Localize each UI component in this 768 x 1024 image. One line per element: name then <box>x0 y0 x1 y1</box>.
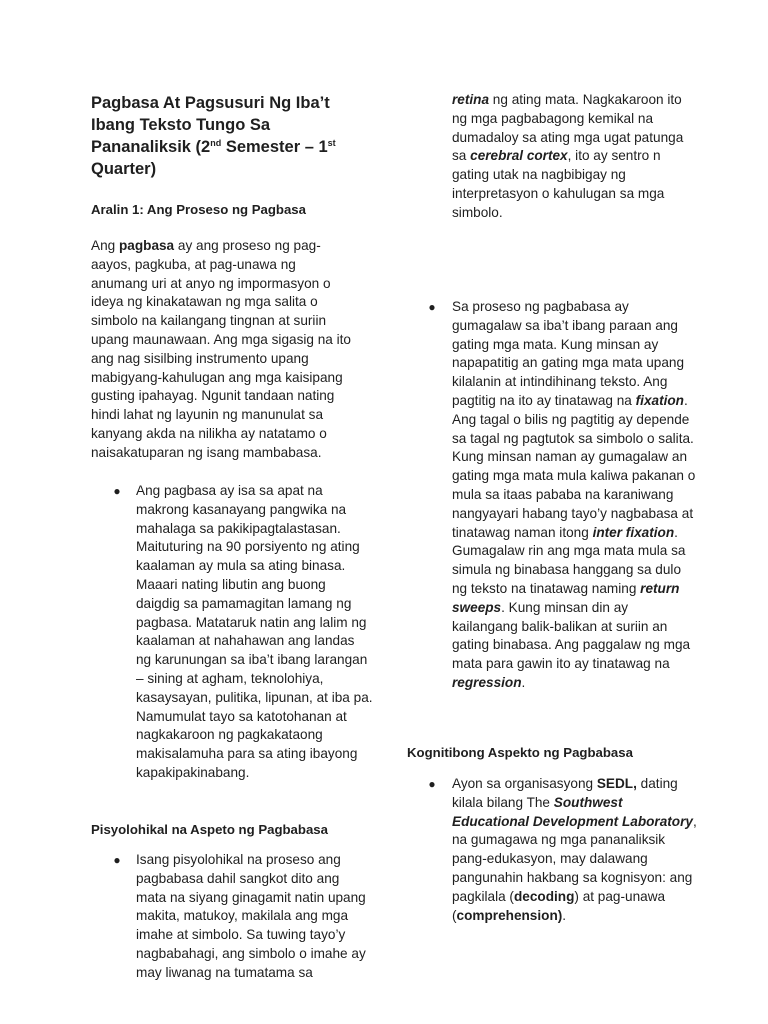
bullet-text <box>452 298 697 693</box>
list-item <box>407 298 697 693</box>
keyword-inter-fixation: inter fixation <box>592 524 675 540</box>
keyword-regression: regression <box>452 674 522 690</box>
kognitibo-heading: Kognitibong Aspekto ng Pagbabasa <box>407 745 633 760</box>
bullet-icon: ● <box>428 777 436 791</box>
bullet-text-part-3: , ito ay sentro n gating utak na nagbibigay ng interpretasyon o kahulugan sa mga simbolo. <box>452 148 665 220</box>
list-item-continued <box>407 91 697 223</box>
keyword-fixation: fixation <box>635 392 684 408</box>
list-item <box>91 851 373 983</box>
bullet-text-part-4: ) at pag-unawa ( <box>452 888 666 923</box>
keyword-pagbasa: pagbasa <box>118 238 175 253</box>
list-item <box>91 482 373 783</box>
intro-paragraph <box>91 237 355 463</box>
bullet-text-part-5: . <box>521 674 526 690</box>
bullet-text-part-5: . <box>562 907 567 923</box>
title-superscript-nd: nd <box>210 138 222 148</box>
title-text: Pagbasa At Pagsusuri Ng Iba’t Ibang Teksto Tungo Sa Pananaliksik (2 <box>91 94 330 156</box>
bullet-text-part-3: . Gumagalaw rin ang mga mata mula sa simula ng binabasa hanggang sa dulo ng teksto na tinatawag naming <box>452 524 686 596</box>
title-text-quarter: Quarter) <box>91 160 157 178</box>
bullet-text-part-1: Sa proseso ng pagbabasa ay gumagalaw sa iba’t ibang paraan ang gating mga mata. Kung minsan ay napapatitig an gating mga mata upang kilalanin at intindihinang teksto. Ang pagtitig na ito ay tinatawag na <box>452 299 685 408</box>
keyword-southwest-lab: Southwest Educational Development Laboratory <box>452 794 693 829</box>
keyword-comprehension: comprehension) <box>456 907 563 923</box>
pisyolohikal-heading: Pisyolohikal na Aspeto ng Pagbabasa <box>91 822 328 837</box>
keyword-cerebral-cortex: cerebral cortex <box>470 148 568 164</box>
bullet-text-part-2: dating kilala bilang The <box>452 776 678 810</box>
bullet-icon: ● <box>428 300 436 314</box>
keyword-sedl: SEDL, <box>596 776 637 791</box>
bullet-icon: ● <box>113 853 121 867</box>
intro-text-2: ay ang proseso ng pag-aayos, pagkuba, at pag-unawa ng anumang uri at anyo ng impormasyon o ideya ng kinakatawan ng mga salita o simbolo na kailangang tingnan at suriin upang maunawaan. Ang mga sigasig na ito ang nag sisilbing instrumento upang mabigyang-kahulugan ang mga kaisipang gusting ipahayag. Ngunit tandaan nating hindi lahat ng layunin ng manunulat sa kanyang akda na nilikha ay natatamo o naisakatuparan ng isang mambabasa. <box>91 238 351 460</box>
keyword-return-sweeps: return sweeps <box>452 580 680 615</box>
title-text-semester: Semester – 1 <box>221 138 328 156</box>
bullet-text-part-1: Ayon sa organisasyong <box>452 776 597 791</box>
keyword-retina: retina <box>452 92 490 107</box>
bullet-text-continued <box>452 91 697 223</box>
keyword-decoding: decoding <box>513 888 575 904</box>
document-title <box>91 92 373 180</box>
list-item <box>407 775 697 925</box>
intro-text-1: Ang <box>91 238 119 253</box>
bullet-icon: ● <box>113 484 121 498</box>
bullet-text-part-1: Isang pisyolohikal na proseso ang pagbabasa dahil sangkot dito ang mata na siyang ginagamit natin upang makita, matukoy, makilala ang mga imahe at simbolo. Sa tuwing tayo’y nagbabahagi, ang simbolo o imahe ay may liwanag na tumatama sa <box>136 852 366 980</box>
bullet-text-part-2: ng ating mata. Nagkakaroon ito ng mga pagbabagong kemikal na dumadaloy sa ating mga ugat patunga sa <box>452 92 684 164</box>
bullet-text: Ang pagbasa ay isa sa apat na makrong kasanayang pangwika na mahalaga sa pakikipagtalastasan. Maituturing na 90 porsiyento ng ating kaalaman ay mula sa ating binasa. Maaari nating libutin ang buong daigdig sa pamamagitan lamang ng pagbasa. Matataruk natin ang lalim ng kaalaman at nahahawan ang landas ng karunungan sa iba’t ibang larangan – sining at agham, teknolohiya, kasaysayan, pulitika, lipunan, at iba pa. Namumulat tayo sa katotohanan at nagkakaroon ng pagkakataong makisalamuha para sa ating ibayong kapakipakinabang. <box>136 483 373 780</box>
bullet-text-part-3: , na gumagawa ng mga pananaliksik pang-edukasyon, may dalawang pangunahin hakbang sa kognisyon: ang pagkilala ( <box>452 813 697 904</box>
bullet-text <box>452 775 697 925</box>
title-superscript-st: st <box>327 138 336 148</box>
aralin-heading: Aralin 1: Ang Proseso ng Pagbasa <box>91 202 306 217</box>
bullet-text-part-4: . Kung minsan din ay kailangang balik-balikan at suriin an gating binabasa. Ang paggalaw ng mga mata para gawin ito ay tinatawag na <box>452 599 691 672</box>
bullet-text-part-2: . Ang tagal o bilis ng pagtitig ay depende sa tagal ng pagtutok sa simbolo o salita. Kung minsan naman ay gumagalaw an gating mga mata mula kaliwa pakanan o mula sa itaas pababa na karaniwang nangyayari habang tayo’y nagbabasa at tinatawag naman itong <box>452 392 696 540</box>
